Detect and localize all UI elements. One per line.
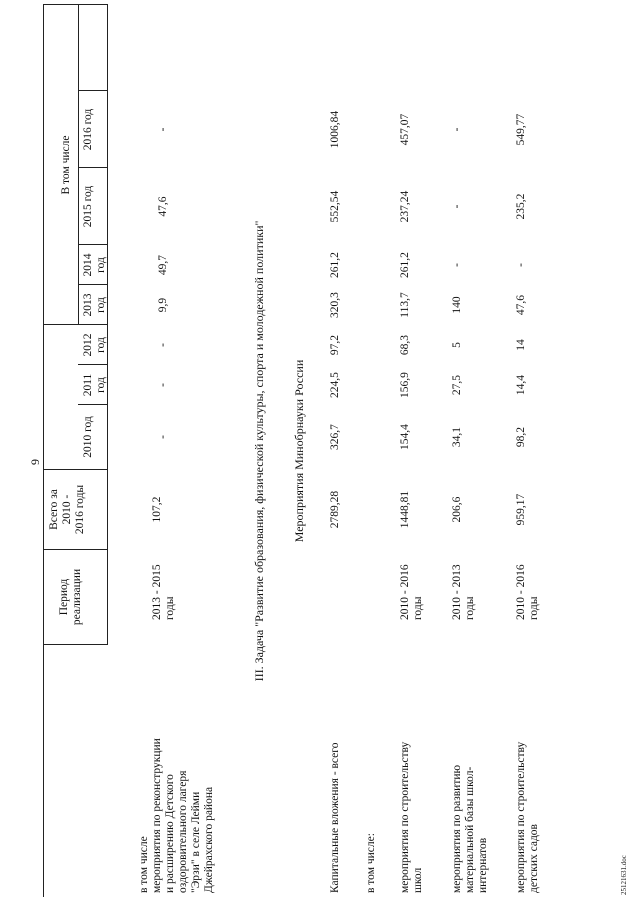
- row-erzi-value: -: [157, 343, 169, 347]
- row-capital-value: 1006,84: [329, 110, 341, 149]
- task-title: III. Задача "Развитие образования, физической культуры, спорта и молодежной политики": [252, 220, 266, 682]
- row-boarding-value: 5: [451, 342, 463, 348]
- row-boarding-value: -: [451, 127, 463, 132]
- row-capital-value: 552,54: [329, 190, 341, 223]
- header-year: 2015 год: [82, 185, 94, 228]
- row-capital-value: 320,3: [329, 292, 341, 318]
- row-erzi-value: 9,9: [157, 297, 169, 313]
- row-erzi-value: -: [157, 127, 169, 132]
- row-boarding-total: 206,6: [451, 496, 463, 523]
- row-capital-value: 97,2: [329, 334, 341, 356]
- row-schools-value: 154,4: [399, 424, 411, 450]
- doc-code: 25121631.doc: [620, 855, 628, 895]
- row-kindergartens-value: 235,2: [515, 193, 527, 220]
- header-year: 2010 год: [82, 416, 94, 458]
- header-in-that-number: В том числе: [60, 135, 72, 195]
- row-erzi-period: 2013 - 2015 годы: [151, 564, 176, 620]
- row-schools-value: 68,3: [399, 334, 411, 356]
- row-schools-value: 457,07: [399, 113, 411, 146]
- in-that-number-label: в том числе:: [365, 833, 377, 893]
- row-boarding-period: 2010 - 2013 годы: [451, 564, 476, 620]
- header-divider: [43, 644, 108, 645]
- row-boarding-value: -: [451, 204, 463, 209]
- header-period: Период реализации: [58, 568, 83, 626]
- row-schools-value: 237,24: [399, 190, 411, 223]
- row-erzi-name: в том числе мероприятия по реконструкции и расширению Детского оздоровительного лагеря "Эрзи" в селе Лейми Джейрахского района: [138, 738, 215, 893]
- row-schools-value: 113,7: [399, 292, 411, 318]
- row-schools-value: 261,2: [399, 252, 411, 278]
- row-kindergartens-value: 98,2: [515, 426, 527, 448]
- row-boarding-value: 34,1: [451, 426, 463, 448]
- row-kindergartens-value: 14: [515, 339, 527, 351]
- table-top-border: [43, 5, 44, 897]
- header-year: 2016 год: [82, 108, 94, 151]
- row-erzi-value: -: [157, 383, 169, 387]
- header-year: 2012 год: [82, 333, 107, 357]
- row-capital-value: 224,5: [329, 372, 341, 398]
- row-kindergartens-value: 47,6: [515, 294, 527, 316]
- row-kindergartens-value: 549,77: [515, 113, 527, 146]
- row-capital-name: Капитальные вложения - всего: [329, 742, 341, 893]
- header-year: 2011 год: [82, 373, 107, 397]
- row-kindergartens-total: 959,17: [515, 493, 527, 526]
- row-kindergartens-name: мероприятия по строительству детских садов: [515, 741, 540, 893]
- row-erzi-value: 47,6: [157, 196, 169, 217]
- row-boarding-value: 27,5: [451, 374, 463, 396]
- header-total: Всего за 2010 - 2016 годы: [48, 484, 86, 535]
- row-capital-total: 2789,28: [329, 490, 341, 529]
- header-year: 2014 год: [82, 253, 107, 277]
- header-divider: [43, 549, 108, 550]
- row-schools-total: 1448,81: [399, 490, 411, 529]
- row-capital-value: 261,2: [329, 252, 341, 278]
- row-erzi-value: -: [157, 435, 169, 439]
- page-number: 9: [28, 459, 42, 465]
- row-capital-value: 326,7: [329, 424, 341, 450]
- row-schools-value: 156,9: [399, 372, 411, 398]
- header-year: 2013 год: [82, 293, 107, 317]
- row-boarding-value: 140: [451, 296, 463, 314]
- row-erzi-total: 107,2: [151, 496, 163, 523]
- row-kindergartens-value: 14,4: [515, 374, 527, 396]
- row-schools-name: мероприятия по строительству школ: [399, 741, 424, 893]
- header-inner-border: [78, 5, 79, 325]
- header-divider: [43, 4, 108, 5]
- row-kindergartens-value: -: [515, 263, 527, 267]
- row-erzi-value: 49,7: [157, 254, 169, 276]
- ministry-heading: Мероприятия Минобрнауки России: [292, 359, 306, 543]
- row-boarding-value: -: [451, 263, 463, 267]
- header-divider: [43, 469, 108, 470]
- row-boarding-name: мероприятия по развитию материальной базы школ- интернатов: [451, 764, 489, 893]
- row-kindergartens-period: 2010 - 2016 годы: [515, 564, 540, 620]
- row-schools-period: 2010 - 2016 годы: [399, 564, 424, 620]
